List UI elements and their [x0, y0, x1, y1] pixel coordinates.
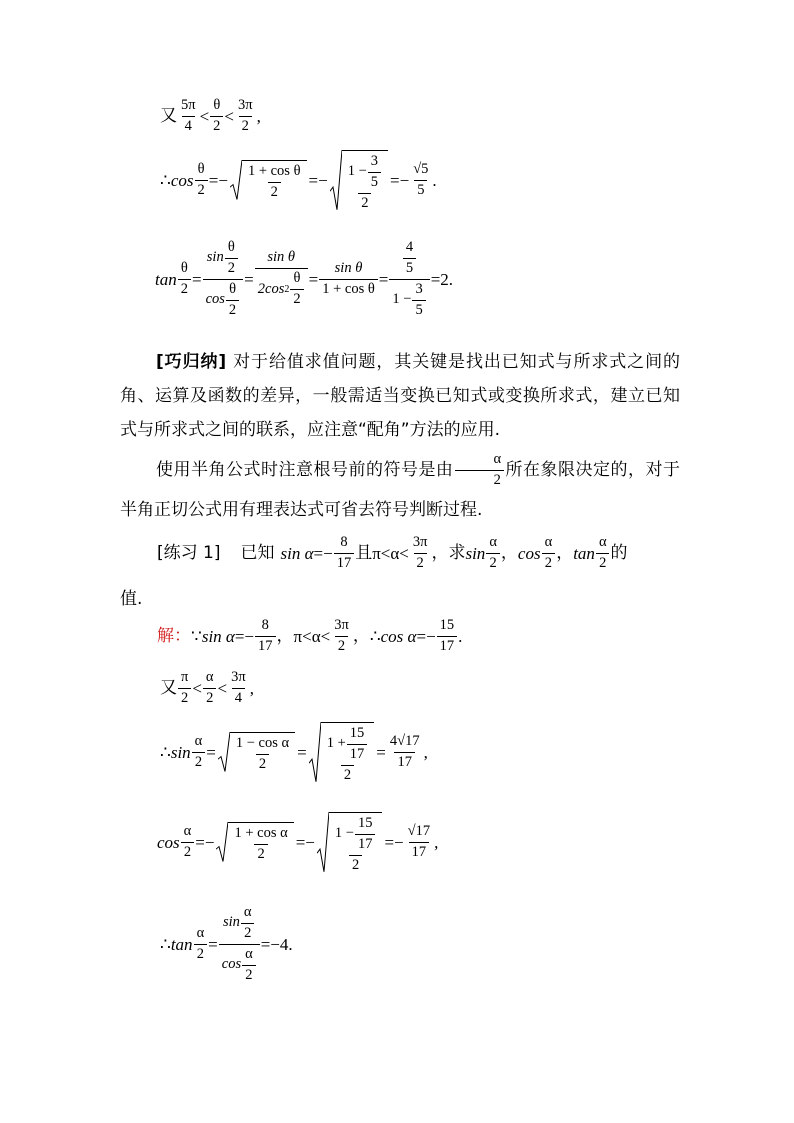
frac-den: 2	[181, 842, 194, 861]
sqrt-expression	[218, 732, 295, 773]
frac-den: 2	[596, 553, 609, 572]
lt-sign: <	[192, 678, 202, 698]
sqrt-expression	[216, 822, 293, 863]
frac-den: 17	[347, 744, 368, 763]
two-cos: 2cos	[257, 280, 285, 297]
frac-num: α	[493, 450, 502, 467]
fn-tan: tan	[155, 269, 177, 289]
frac-den: 2	[349, 855, 362, 874]
comma: ,	[256, 106, 261, 126]
qiu-text: ，求	[431, 542, 466, 563]
eq-sign: =	[376, 743, 386, 763]
frac-num: θ	[227, 239, 235, 255]
summary-tag: [巧归纳]	[156, 352, 227, 372]
frac-num: 1 − cos α	[235, 735, 290, 752]
and-text: 且	[355, 542, 373, 563]
frac-num: 4	[405, 239, 414, 255]
frac-den: 2	[254, 844, 267, 863]
exercise-line	[157, 535, 628, 572]
frac-den: 2	[210, 116, 223, 135]
frac-num: θ	[197, 161, 205, 178]
therefore-symbol: ∴	[160, 934, 171, 954]
comma-text: ，	[352, 625, 370, 646]
frac-num: 15	[439, 617, 455, 633]
frac-num: α	[196, 924, 205, 941]
frac-den: 4	[232, 688, 245, 707]
lt-sign: <	[217, 678, 228, 698]
math-line-theta-range	[160, 98, 261, 135]
eq-neg: =−	[234, 626, 255, 646]
frac-den: 2	[414, 553, 427, 572]
frac-num: 3π	[334, 617, 349, 633]
frac-den: 2	[178, 279, 191, 298]
frac-num: 4√17	[389, 733, 420, 750]
frac-num: 3π	[238, 97, 253, 113]
one-plus: 1 +	[326, 735, 346, 752]
one-minus: 1 −	[392, 291, 412, 308]
frac-num: θ	[293, 270, 301, 287]
eq-neg: =−	[416, 626, 436, 646]
eq-sign: =	[191, 269, 202, 289]
frac-den: 2	[239, 116, 252, 135]
fn-tan: tan	[573, 543, 595, 563]
cos-alpha: cos α	[380, 626, 417, 646]
frac-den: 2	[268, 182, 281, 201]
pi-symbol: π	[372, 543, 381, 563]
math-line-tan-half-alpha	[160, 905, 293, 984]
lt-sign: <	[199, 106, 210, 126]
frac-num: α	[183, 823, 192, 840]
frac-den: 2	[290, 289, 303, 308]
frac-den: 17	[255, 636, 276, 655]
frac-den: 2	[335, 636, 348, 655]
fn-sin: sin	[170, 743, 191, 763]
sign-note-paragraph	[120, 450, 680, 530]
frac-num: 1 + cos α	[234, 825, 288, 842]
therefore-symbol: ∴	[369, 626, 381, 646]
frac-den: 2	[194, 944, 207, 963]
lt-sign: <	[320, 626, 331, 646]
fn-cos: cos	[517, 543, 541, 563]
frac-den: 5	[368, 172, 381, 191]
frac-num: α	[205, 669, 214, 685]
therefore-symbol: ∴	[160, 171, 171, 191]
sqrt-expression	[317, 812, 383, 874]
frac-num: 15	[349, 725, 365, 741]
eq-neg: =−	[208, 171, 228, 191]
frac-num: α	[194, 733, 203, 750]
math-line-cos-half-theta	[160, 150, 437, 212]
frac-den: 2	[192, 752, 205, 771]
zhi-text: 值.	[120, 589, 143, 609]
frac-den: 5	[403, 258, 416, 277]
frac-num: α	[245, 945, 253, 962]
frac-num: 1 + cos θ	[247, 163, 301, 180]
eq-sign: =	[308, 269, 319, 289]
one-minus: 1 −	[347, 163, 367, 180]
frac-den: 17	[355, 834, 376, 853]
frac-num: α	[243, 904, 252, 920]
fn-cos: cos	[221, 956, 242, 973]
note-text-before: 使用半角公式时注意根号前的符号是由	[156, 460, 454, 480]
alpha-symbol: α	[311, 626, 321, 646]
superscript-2: 2	[284, 284, 290, 296]
sin-alpha: sin α	[280, 543, 314, 563]
pi-symbol: π	[293, 626, 303, 646]
eq-neg: =−	[313, 543, 333, 563]
math-line-sin-half-alpha	[160, 722, 428, 784]
summary-text: 对于给值求值问题，其关键是找出已知式与所求式之间的角、运算及函数的差异，一般需适当变换已知式或变换所求式，建立已知式与所求式之间的联系，应注意“配角”方法的应用.	[120, 352, 681, 440]
frac-den: 2	[225, 258, 238, 277]
note-text-after: 所在象限决定的，对于半角正切公式用有理表达式可省去符号判断过程.	[120, 460, 681, 520]
frac-num: 15	[357, 815, 373, 831]
comma: ,	[423, 743, 428, 763]
frac-den: 5	[412, 300, 425, 319]
de-text: 的	[610, 542, 628, 563]
text-you: 又	[160, 677, 177, 698]
fn-cos: cos	[170, 171, 194, 191]
result-two: =2.	[430, 269, 454, 289]
frac-den: 2	[241, 923, 254, 942]
eq-sign: =	[208, 934, 218, 954]
fn-cos: cos	[157, 833, 180, 853]
comma: ,	[249, 678, 254, 698]
frac-num: √17	[407, 823, 431, 840]
fn-sin: sin	[465, 543, 486, 563]
frac-num: 8	[261, 617, 269, 633]
eq-neg: =−	[390, 171, 410, 191]
solution-label: 解：	[157, 625, 191, 646]
frac-num: α	[544, 534, 553, 550]
frac-num: 3	[415, 280, 423, 297]
result-neg4: =−4.	[260, 934, 293, 954]
frac-den: 2	[203, 688, 216, 707]
math-line-cos-half-alpha	[157, 812, 438, 874]
sqrt-expression	[309, 722, 375, 784]
frac-den: 2	[195, 180, 208, 199]
one-minus: 1 −	[334, 825, 354, 842]
exercise-line-2	[120, 584, 142, 609]
frac-den: 17	[394, 752, 415, 771]
eq-sign: =	[297, 743, 307, 763]
frac-den: 5	[414, 180, 427, 199]
frac-num: sin θ	[267, 249, 296, 266]
comma-text: ，	[556, 542, 574, 563]
frac-num: α	[489, 534, 497, 550]
frac-den: 4	[182, 116, 195, 135]
lt-sign: <	[399, 543, 409, 563]
frac-den: 2	[341, 765, 354, 784]
because-symbol: ∵	[191, 626, 202, 646]
frac-num: 3π	[412, 534, 428, 550]
sqrt-expression	[230, 160, 307, 201]
exercise-label: [练习 1]	[157, 542, 221, 563]
frac-num: √5	[413, 161, 429, 178]
frac-den: 2	[242, 965, 255, 984]
summary-paragraph	[120, 345, 680, 447]
frac-num: 8	[340, 534, 348, 550]
lt-sign: <	[380, 543, 391, 563]
period: .	[432, 171, 437, 191]
frac-den: 2	[256, 754, 269, 773]
fn-tan: tan	[170, 934, 193, 954]
frac-den: 1 + cos θ	[319, 279, 378, 298]
eq-sign: =	[244, 269, 254, 289]
sqrt-expression	[330, 150, 388, 212]
alpha-symbol: α	[390, 543, 400, 563]
frac-num: 3π	[231, 669, 246, 685]
eq-neg: =−	[308, 171, 328, 191]
eq-neg: =−	[295, 833, 315, 853]
frac-den: 17	[437, 636, 458, 655]
sin-alpha: sin α	[201, 626, 235, 646]
eq-sign: =	[206, 743, 216, 763]
frac-num: sin θ	[334, 259, 363, 276]
solution-line-1	[157, 618, 462, 655]
fn-cos: cos	[205, 291, 225, 308]
eq-neg: =−	[195, 833, 215, 853]
known-text: 已知	[240, 542, 275, 563]
frac-den: 2	[455, 470, 504, 489]
eq-sign: =	[378, 269, 389, 289]
period: .	[458, 626, 463, 646]
frac-den: 2	[542, 553, 555, 572]
frac-num: θ	[180, 259, 188, 276]
fn-sin: sin	[222, 914, 240, 931]
math-line-tan-half-theta	[155, 240, 453, 319]
frac-num: θ	[229, 280, 237, 297]
eq-neg: =−	[384, 833, 404, 853]
frac-num: θ	[213, 97, 221, 113]
frac-den: 2	[358, 193, 371, 212]
frac-den: 2	[178, 688, 191, 707]
comma-text: ，	[276, 625, 294, 646]
frac-num: α	[598, 534, 607, 550]
frac-den: 2	[226, 300, 239, 319]
math-line-alpha-range	[160, 670, 254, 707]
frac-den: 17	[409, 842, 430, 861]
comma: ,	[434, 833, 439, 853]
frac-den: 17	[334, 553, 355, 572]
frac-num: 5π	[181, 97, 196, 113]
frac-num: π	[181, 669, 189, 685]
fn-sin: sin	[206, 249, 224, 266]
lt-sign: <	[224, 106, 235, 126]
text-you: 又	[160, 105, 177, 126]
frac-num: 3	[370, 153, 379, 169]
therefore-symbol: ∴	[160, 743, 171, 763]
comma-text: ，	[500, 542, 518, 563]
frac-den: 2	[486, 553, 499, 572]
lt-sign: <	[302, 626, 312, 646]
